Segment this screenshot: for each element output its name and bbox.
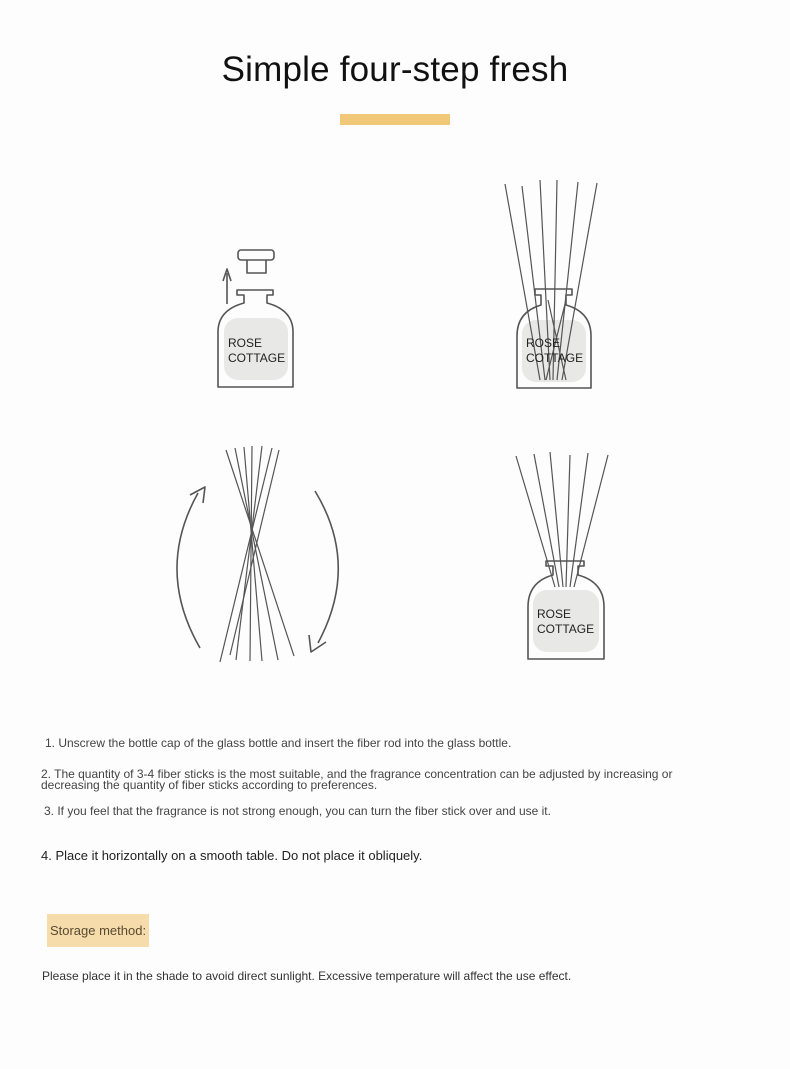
page-title: Simple four-step fresh xyxy=(221,50,569,89)
bottle-label-line1: ROSE xyxy=(537,607,572,621)
storage-method-text: Please place it in the shade to avoid direct sunlight. Excessive temperature will affect the use effect. xyxy=(42,969,572,983)
step-1-text: 1. Unscrew the bottle cap of the glass bottle and insert the fiber rod into the glass bottle. xyxy=(45,736,512,750)
bottle-label-line1: ROSE xyxy=(526,336,561,350)
bottle-label-line2: COTTAGE xyxy=(526,351,584,365)
bottle-label-line2: COTTAGE xyxy=(228,351,286,365)
step-2-text: 2. The quantity of 3-4 fiber sticks is the most suitable, and the fragrance concentration can be adjusted by increasing or decreasing the quantity of fiber sticks according to preferences. xyxy=(41,767,673,792)
bottle-cap-icon xyxy=(218,250,293,387)
flip-sticks-icon xyxy=(177,446,338,662)
step-3-text: 3. If you feel that the fragrance is not strong enough, you can turn the fiber stick over and use it. xyxy=(44,804,551,818)
bottle-label-line2: COTTAGE xyxy=(537,622,595,636)
step-4-text: 4. Place it horizontally on a smooth table. Do not place it obliquely. xyxy=(41,848,423,863)
bottle-label-line1: ROSE xyxy=(228,336,263,350)
storage-method-badge: Storage method: xyxy=(47,914,149,947)
